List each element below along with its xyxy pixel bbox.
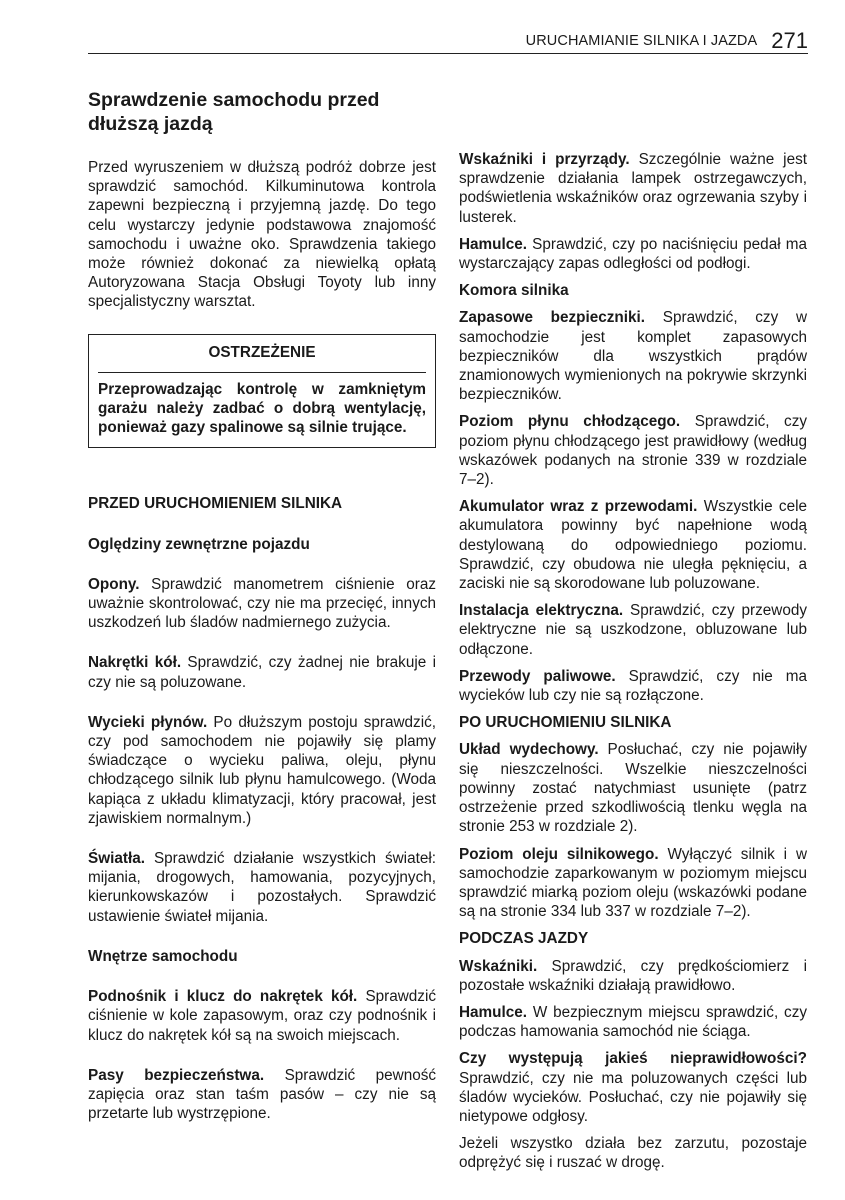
- section-driving: PODCZAS JAZDY: [459, 930, 589, 948]
- battery-text: Wszystkie cele akumulatora powinny być napełnione wodą destylowaną do odpowiedniego poziomu. Sprawdzić, czy obudowa nie uległa pęknięciu, a zaciski nie są skorodowane lub poluzowane.: [459, 498, 807, 593]
- fuses-label: Zapasowe bezpieczniki.: [459, 309, 646, 327]
- indicators-text: Sprawdzić, czy prędkościomierz i pozostałe wskaźniki działają prawidłowo.: [459, 957, 807, 994]
- tires-text: Sprawdzić manometrem ciśnienie oraz uważnie skontrolować, czy nie ma przecięć, innych uszkodzeń lub śladów nadmiernego zużycia.: [88, 575, 436, 632]
- header-rule: [88, 53, 808, 54]
- oil-text: Wyłączyć silnik i w samochodzie zaparkowanym w poziomym miejscu sprawdzić miarką poziom oleju (wskazówki podane są na stronie 334 lub 337 w rozdziale 7–2).: [459, 845, 807, 921]
- electrical-item: [459, 601, 807, 659]
- fuses-text: Sprawdzić, czy w samochodzie jest komplet zapasowych bezpieczników dla wszystkich prądów znamionowych wymienionych na pokrywie skrzynki bezpieczników.: [459, 309, 807, 404]
- engine-bay-heading: Komora silnika: [459, 282, 569, 300]
- battery-label: Akumulator wraz z przewodami.: [459, 498, 698, 516]
- lights-text: Sprawdzić działanie wszystkich świateł: mijania, drogowych, hamowania, pozycyjnych, kierunkowskazów i pozostałych. Sprawdzić ustawienie świateł mijania.: [88, 850, 436, 925]
- fuel-lines-text: Sprawdzić, czy nie ma wycieków lub czy nie są rozłączone.: [459, 667, 807, 705]
- lights-item: [88, 849, 436, 926]
- warning-title: OSTRZEŻENIE: [98, 341, 426, 373]
- tires-label: Opony.: [88, 575, 140, 593]
- right-column: [459, 150, 807, 1181]
- final-paragraph: Jeżeli wszystko działa bez zarzutu, pozostaje odprężyć się i ruszać w drogę.: [459, 1135, 807, 1172]
- fuel-lines-label: Przewody paliwowe.: [459, 667, 616, 685]
- jack-item: [88, 987, 436, 1045]
- running-header: [88, 28, 808, 54]
- gauges-item: [459, 150, 807, 227]
- nuts-text: Sprawdzić, czy żadnej nie brakuje i czy nie są poluzowane.: [88, 654, 436, 691]
- brakes2-text: W bezpiecznym miejscu sprawdzić, czy podczas hamowania samochód nie ściąga.: [459, 1003, 807, 1041]
- page-number: 271: [771, 28, 808, 53]
- brakes-label: Hamulce.: [459, 235, 528, 253]
- jack-label: Podnośnik i klucz do nakrętek kół.: [88, 988, 358, 1006]
- warning-text: Przeprowadzając kontrolę w zamkniętym garażu należy zadbać o dobrą wentylację, ponieważ gazy spalinowe są silnie trujące.: [98, 380, 426, 437]
- gauges-label: Wskaźniki i przyrządy.: [459, 151, 630, 168]
- exhaust-text: Posłuchać, czy nie pojawiły się nieszczelności. Wszelkie nieszczelności powinny zostać natychmiast usunięte (patrz ostrzeżenie przed szkodliwością tlenku węgla na stronie 253 w rozdziale 2).: [459, 741, 807, 836]
- exhaust-label: Układ wydechowy.: [459, 741, 599, 759]
- oil-item: [459, 845, 807, 922]
- lights-label: Światła.: [88, 850, 145, 868]
- oil-label: Poziom oleju silnikowego.: [459, 845, 659, 863]
- nuts-label: Nakrętki kół.: [88, 654, 182, 672]
- title-line-2: dłuższą jazdą: [88, 113, 213, 135]
- coolant-label: Poziom płynu chłodzącego.: [459, 413, 681, 431]
- section-title: URUCHAMIANIE SILNIKA I JAZDA: [525, 33, 758, 49]
- left-column: [88, 88, 436, 1144]
- nuts-item: [88, 653, 436, 691]
- electrical-text: Sprawdzić, czy przewody elektryczne nie są uszkodzone, obluzowane lub odłączone.: [459, 602, 807, 658]
- tires-item: [88, 575, 436, 633]
- electrical-label: Instalacja elektryczna.: [459, 602, 624, 620]
- leaks-label: Wycieki płynów.: [88, 713, 208, 731]
- coolant-item: [459, 412, 807, 489]
- title-line-1: Sprawdzenie samochodu przed: [88, 89, 380, 111]
- brakes-item: [459, 235, 807, 273]
- exterior-heading: Oględziny zewnętrzne pojazdu: [88, 535, 310, 553]
- section-before-start: PRZED URUCHOMIENIEM SILNIKA: [88, 495, 343, 513]
- indicators-label: Wskaźniki.: [459, 957, 538, 975]
- leaks-item: [88, 713, 436, 828]
- indicators-item: [459, 957, 807, 995]
- intro-paragraph: Przed wyruszeniem w dłuższą podróż dobrze jest sprawdzić samochód. Kilkuminutowa kontrola zapewni bezpieczną i przyjemną jazdę. Do tego celu wystarczy jedynie podstawowa znajomość samochodu i uważne oko. Sprawdzenia takiego może również dokonać za niewielką opłatą Autoryzowana Stacja Obsługi Toyoty lub inny specjalistyczny warsztat.: [88, 159, 436, 311]
- fuses-item: [459, 308, 807, 404]
- faults-text: Sprawdzić, czy nie ma poluzowanych części lub śladów wycieków. Posłuchać, czy nie pojawiły się nietypowe odgłosy.: [459, 1069, 807, 1125]
- faults-item: [459, 1049, 807, 1126]
- gauges-text: Szczególnie ważne jest sprawdzenie działania lampek ostrzegawczych, podświetlenia wskaźników oraz ogrzewania szyby i lusterek.: [459, 151, 807, 226]
- fuel-lines-item: [459, 667, 807, 705]
- brakes2-item: [459, 1003, 807, 1041]
- brakes2-label: Hamulce.: [459, 1003, 528, 1021]
- coolant-text: Sprawdzić, czy poziom płynu chłodzącego jest prawidłowy (według wskazówek podanych na stronie 339 w rozdziale 7–2).: [459, 413, 807, 489]
- jack-text: Sprawdzić ciśnienie w kole zapasowym, oraz czy podnośnik i klucz do nakrętek kół są na swoich miejscach.: [88, 988, 437, 1044]
- belts-text: Sprawdzić pewność zapięcia oraz stan taśm pasów – czy nie są przetarte lub wystrzępione.: [88, 1066, 437, 1123]
- warning-box: [88, 334, 436, 449]
- section-after-start: PO URUCHOMIENIU SILNIKA: [459, 714, 672, 732]
- belts-item: [88, 1066, 436, 1124]
- interior-heading: Wnętrze samochodu: [88, 947, 238, 965]
- page-title: [88, 88, 436, 136]
- faults-label: Czy występują jakieś nieprawidłowości?: [459, 1050, 807, 1068]
- leaks-text: Po dłuższym postoju sprawdzić, czy pod samochodem nie pojawiły się plamy świadczące o wycieku paliwa, oleju, płynu chłodzącego silnik lub płynu hamulcowego. (Woda kapiąca z układu klimatyzacji, który pracował, jest zjawiskiem normalnym.): [88, 713, 437, 827]
- exhaust-item: [459, 740, 807, 836]
- brakes-text: Sprawdzić, czy po naciśnięciu pedał ma wystarczający zapas odległości od podłogi.: [459, 235, 807, 273]
- battery-item: [459, 497, 807, 593]
- belts-label: Pasy bezpieczeństwa.: [88, 1066, 265, 1084]
